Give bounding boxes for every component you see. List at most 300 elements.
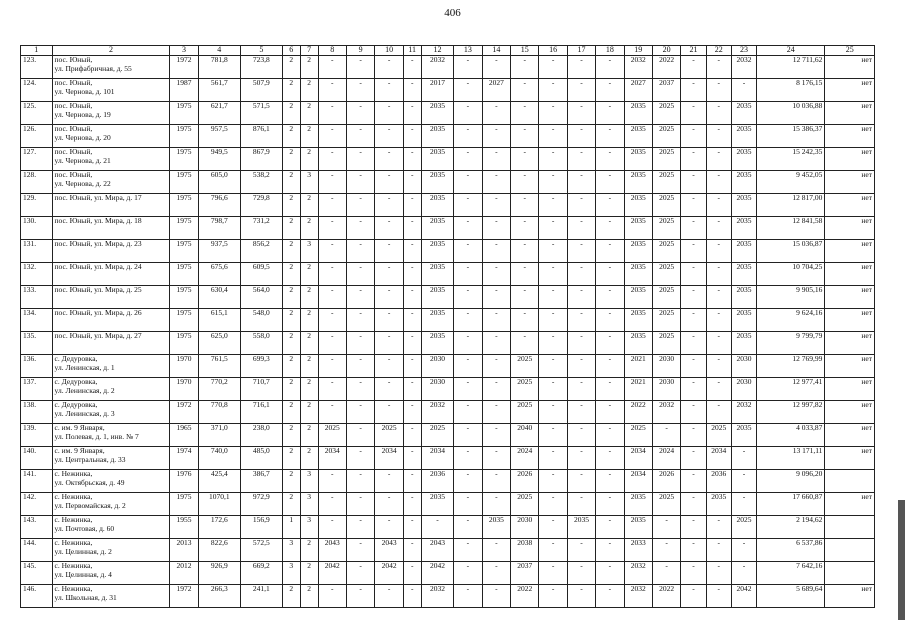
table-cell: - (454, 217, 482, 240)
table-cell: - (482, 539, 510, 562)
column-number: 11 (403, 46, 421, 56)
table-cell: - (596, 286, 624, 309)
table-cell: - (567, 56, 595, 79)
table-cell: 2021 (624, 378, 652, 401)
table-row (21, 562, 875, 585)
table-cell: - (539, 355, 567, 378)
table-cell: 949,5 (198, 148, 240, 171)
table-cell: - (346, 263, 374, 286)
address-cell: с. им. 9 Января, ул. Полевая, д. 1, инв. № 7 (52, 424, 170, 447)
table-cell: 2035 (731, 309, 756, 332)
table-cell: - (706, 401, 731, 424)
table-cell: - (403, 447, 421, 470)
table-cell: - (681, 424, 706, 447)
table-cell: - (318, 401, 346, 424)
status-cell: нет (825, 194, 875, 217)
table-cell: - (681, 401, 706, 424)
table-cell: - (318, 194, 346, 217)
column-number: 16 (539, 46, 567, 56)
table-cell: - (681, 217, 706, 240)
table-cell: 2032 (652, 401, 680, 424)
table-cell: 558,0 (240, 332, 282, 355)
table-cell: - (706, 148, 731, 171)
table-cell: 572,5 (240, 539, 282, 562)
table-cell: - (318, 516, 346, 539)
table-cell: 1974 (170, 447, 198, 470)
table-cell: - (567, 562, 595, 585)
table-cell: - (681, 585, 706, 608)
table-cell: - (454, 125, 482, 148)
column-number: 18 (596, 46, 624, 56)
table-cell: 2025 (624, 424, 652, 447)
table-cell: 2 (282, 217, 300, 240)
table-cell: - (318, 470, 346, 493)
table-cell: - (681, 447, 706, 470)
table-cell: 2026 (652, 470, 680, 493)
address-cell: пос. Юный, ул. Прифабричная, д. 55 (52, 56, 170, 79)
table-cell: - (403, 286, 421, 309)
table-cell: 2 (282, 263, 300, 286)
table-cell: 2027 (482, 79, 510, 102)
table-cell: 2 (282, 286, 300, 309)
table-cell: - (681, 263, 706, 286)
status-cell (825, 539, 875, 562)
row-number-cell: 146. (21, 585, 53, 608)
table-cell: - (482, 286, 510, 309)
table-cell: 2021 (624, 355, 652, 378)
table-cell: 2 (300, 309, 318, 332)
table-cell: 2025 (375, 424, 403, 447)
table-cell: 1987 (170, 79, 198, 102)
table-cell: - (346, 516, 374, 539)
cost-cell: 12 711,62 (757, 56, 825, 79)
table-cell: - (482, 562, 510, 585)
table-cell: 2035 (624, 194, 652, 217)
table-cell: 2 (300, 355, 318, 378)
table-cell: 2035 (421, 148, 454, 171)
table-cell: - (403, 493, 421, 516)
table-cell: - (375, 56, 403, 79)
table-cell: 856,2 (240, 240, 282, 263)
table-cell: 2 (300, 286, 318, 309)
table-cell: 1 (282, 516, 300, 539)
table-cell: 2032 (731, 401, 756, 424)
status-cell: нет (825, 447, 875, 470)
table-cell: 2034 (624, 470, 652, 493)
table-cell: 2035 (624, 516, 652, 539)
status-cell: нет (825, 309, 875, 332)
table-cell: 625,0 (198, 332, 240, 355)
address-cell: пос. Юный, ул. Мира, д. 24 (52, 263, 170, 286)
table-cell: - (346, 562, 374, 585)
table-cell: - (375, 79, 403, 102)
table-cell: - (681, 378, 706, 401)
table-cell: - (652, 562, 680, 585)
table-cell: 3 (300, 516, 318, 539)
table-cell: - (482, 171, 510, 194)
row-number-cell: 132. (21, 263, 53, 286)
table-cell: 2030 (731, 355, 756, 378)
table-cell: - (482, 102, 510, 125)
table-cell: 2034 (421, 447, 454, 470)
table-cell: 822,6 (198, 539, 240, 562)
table-cell: - (706, 562, 731, 585)
table-cell: - (346, 194, 374, 217)
table-cell: - (403, 401, 421, 424)
table-cell: - (567, 263, 595, 286)
column-number-row (21, 46, 875, 56)
table-cell: - (681, 148, 706, 171)
table-row (21, 585, 875, 608)
table-cell: 386,7 (240, 470, 282, 493)
table-row (21, 286, 875, 309)
table-cell: 2 (300, 194, 318, 217)
table-cell: - (346, 585, 374, 608)
table-cell: - (596, 194, 624, 217)
table-cell: - (539, 424, 567, 447)
table-cell: 2035 (421, 263, 454, 286)
table-cell: 238,0 (240, 424, 282, 447)
table-cell: 615,1 (198, 309, 240, 332)
table-cell: 2035 (731, 148, 756, 171)
table-cell: - (681, 286, 706, 309)
table-cell: - (346, 470, 374, 493)
address-cell: с. им. 9 Января, ул. Центральная, д. 33 (52, 447, 170, 470)
table-cell: 1976 (170, 470, 198, 493)
table-cell: - (346, 493, 374, 516)
table-cell: - (454, 562, 482, 585)
table-cell: - (346, 355, 374, 378)
column-number: 6 (282, 46, 300, 56)
table-cell: - (567, 493, 595, 516)
table-cell: 2 (300, 56, 318, 79)
table-row (21, 79, 875, 102)
table-cell: - (539, 102, 567, 125)
table-cell: 2 (282, 148, 300, 171)
table-cell: - (539, 332, 567, 355)
table-cell: 2 (282, 332, 300, 355)
table-row (21, 194, 875, 217)
table-cell: 699,3 (240, 355, 282, 378)
table-cell: - (454, 516, 482, 539)
table-cell: 2035 (731, 240, 756, 263)
table-cell: - (318, 585, 346, 608)
table-cell: 2035 (624, 125, 652, 148)
table-cell: 2032 (624, 585, 652, 608)
table-cell: - (567, 79, 595, 102)
table-cell: - (318, 263, 346, 286)
table-cell: - (596, 332, 624, 355)
row-number-cell: 126. (21, 125, 53, 148)
cost-cell: 12 817,00 (757, 194, 825, 217)
row-number-cell: 124. (21, 79, 53, 102)
address-cell: пос. Юный, ул. Чернова, д. 20 (52, 125, 170, 148)
table-cell: - (482, 355, 510, 378)
address-cell: с. Нежинка, ул. Октябрьская, д. 49 (52, 470, 170, 493)
table-cell: 2025 (421, 424, 454, 447)
table-cell: - (539, 217, 567, 240)
table-cell: - (482, 217, 510, 240)
table-row (21, 217, 875, 240)
table-cell: - (482, 309, 510, 332)
table-cell: - (403, 332, 421, 355)
cost-cell: 9 799,79 (757, 332, 825, 355)
table-cell: 2025 (652, 286, 680, 309)
cost-cell: 7 642,16 (757, 562, 825, 585)
row-number-cell: 144. (21, 539, 53, 562)
table-cell: - (596, 102, 624, 125)
table-row (21, 378, 875, 401)
table-cell: 2035 (624, 493, 652, 516)
table-cell: 2043 (421, 539, 454, 562)
cost-cell: 12 977,41 (757, 378, 825, 401)
table-cell: - (346, 56, 374, 79)
table-cell: 156,9 (240, 516, 282, 539)
table-cell: 2035 (421, 240, 454, 263)
address-cell: пос. Юный, ул. Мира, д. 25 (52, 286, 170, 309)
table-cell: - (511, 286, 539, 309)
table-cell: 2032 (731, 56, 756, 79)
table-cell: 2025 (652, 332, 680, 355)
table-cell: 1975 (170, 194, 198, 217)
table-cell: - (318, 102, 346, 125)
table-cell: - (681, 102, 706, 125)
table-cell: - (596, 424, 624, 447)
table-cell: 770,2 (198, 378, 240, 401)
table-cell: 2034 (706, 447, 731, 470)
table-cell: 1975 (170, 171, 198, 194)
table-cell: 2025 (318, 424, 346, 447)
table-cell: - (539, 585, 567, 608)
table-cell: 2035 (624, 102, 652, 125)
table-cell: - (454, 539, 482, 562)
table-cell: 2 (300, 424, 318, 447)
table-cell: - (681, 355, 706, 378)
table-cell: - (681, 79, 706, 102)
table-cell: 2 (282, 378, 300, 401)
table-cell: 723,8 (240, 56, 282, 79)
table-cell: - (482, 493, 510, 516)
table-cell: 798,7 (198, 217, 240, 240)
table-cell: 2035 (421, 125, 454, 148)
row-number-cell: 145. (21, 562, 53, 585)
table-cell: - (346, 217, 374, 240)
table-cell: 1975 (170, 240, 198, 263)
table-row (21, 470, 875, 493)
table-cell: - (567, 194, 595, 217)
cost-cell: 9 905,16 (757, 286, 825, 309)
cost-cell: 15 242,35 (757, 148, 825, 171)
table-cell: 2032 (421, 585, 454, 608)
column-number: 17 (567, 46, 595, 56)
table-cell: 2024 (652, 447, 680, 470)
table-row (21, 240, 875, 263)
table-cell: 2026 (511, 470, 539, 493)
table-cell: - (318, 378, 346, 401)
table-cell: - (706, 286, 731, 309)
table-cell: - (596, 516, 624, 539)
address-cell: с. Нежинка, ул. Почтовая, д. 60 (52, 516, 170, 539)
table-cell: 1970 (170, 378, 198, 401)
table-row (21, 148, 875, 171)
table-cell: - (539, 286, 567, 309)
table-cell: - (482, 447, 510, 470)
table-cell: 3 (300, 493, 318, 516)
table-cell: - (511, 171, 539, 194)
table-cell: - (318, 493, 346, 516)
row-number-cell: 141. (21, 470, 53, 493)
table-cell: 1975 (170, 217, 198, 240)
table-cell: 675,6 (198, 263, 240, 286)
table-cell: - (681, 309, 706, 332)
table-cell: - (706, 56, 731, 79)
table-cell: - (403, 171, 421, 194)
cost-cell: 12 841,58 (757, 217, 825, 240)
table-cell: 2025 (652, 309, 680, 332)
table-cell: 2025 (652, 217, 680, 240)
row-number-cell: 135. (21, 332, 53, 355)
table-cell: 2 (300, 378, 318, 401)
table-cell: 2042 (731, 585, 756, 608)
table-cell: - (511, 194, 539, 217)
table-cell: - (596, 240, 624, 263)
table-cell: - (539, 194, 567, 217)
cost-cell: 15 386,37 (757, 125, 825, 148)
table-cell: 2030 (652, 355, 680, 378)
table-cell: 2 (300, 148, 318, 171)
table-cell: 2032 (624, 562, 652, 585)
table-cell: 2 (282, 424, 300, 447)
cost-cell: 13 171,11 (757, 447, 825, 470)
column-number: 21 (681, 46, 706, 56)
table-cell: 2 (300, 332, 318, 355)
table-cell: - (731, 470, 756, 493)
cost-cell: 2 194,62 (757, 516, 825, 539)
status-cell: нет (825, 125, 875, 148)
row-number-cell: 129. (21, 194, 53, 217)
column-number: 4 (198, 46, 240, 56)
column-number: 10 (375, 46, 403, 56)
table-cell: - (403, 424, 421, 447)
housing-register-table (20, 45, 875, 608)
table-cell: - (375, 171, 403, 194)
table-cell: - (511, 148, 539, 171)
table-cell: - (706, 263, 731, 286)
table-cell: 2 (282, 447, 300, 470)
column-number: 3 (170, 46, 198, 56)
table-cell: - (346, 125, 374, 148)
cost-cell: 9 452,05 (757, 171, 825, 194)
table-cell: - (596, 263, 624, 286)
table-cell: - (421, 516, 454, 539)
table-cell: 241,1 (240, 585, 282, 608)
table-cell: - (596, 355, 624, 378)
table-row (21, 125, 875, 148)
table-cell: 937,5 (198, 240, 240, 263)
table-cell: 485,0 (240, 447, 282, 470)
table-cell: - (567, 539, 595, 562)
table-cell: - (596, 148, 624, 171)
cost-cell: 15 036,87 (757, 240, 825, 263)
table-cell: 630,4 (198, 286, 240, 309)
table-row (21, 56, 875, 79)
table-cell: - (706, 516, 731, 539)
table-cell: 2024 (511, 447, 539, 470)
table-cell: - (567, 355, 595, 378)
table-cell: - (482, 378, 510, 401)
table-cell: 2035 (624, 217, 652, 240)
table-cell: - (681, 56, 706, 79)
table-cell: - (567, 585, 595, 608)
table-cell: - (482, 194, 510, 217)
column-number: 15 (511, 46, 539, 56)
table-cell: - (596, 539, 624, 562)
row-number-cell: 133. (21, 286, 53, 309)
column-number: 25 (825, 46, 875, 56)
table-cell: 2 (282, 56, 300, 79)
table-cell: - (482, 332, 510, 355)
table-cell: - (511, 125, 539, 148)
table-row (21, 447, 875, 470)
column-number: 19 (624, 46, 652, 56)
table-cell: - (539, 263, 567, 286)
status-cell: нет (825, 56, 875, 79)
table-cell: 2025 (652, 102, 680, 125)
table-row (21, 493, 875, 516)
table-cell: - (511, 56, 539, 79)
table-cell: - (346, 240, 374, 263)
table-cell: - (403, 585, 421, 608)
table-cell: 2025 (511, 378, 539, 401)
table-cell: - (454, 332, 482, 355)
table-cell: - (681, 493, 706, 516)
address-cell: с. Нежинка, ул. Целинная, д. 2 (52, 539, 170, 562)
table-cell: 3 (282, 562, 300, 585)
cost-cell: 9 096,20 (757, 470, 825, 493)
table-cell: - (375, 102, 403, 125)
address-cell: пос. Юный, ул. Мира, д. 27 (52, 332, 170, 355)
cost-cell: 8 176,15 (757, 79, 825, 102)
table-cell: 2042 (375, 562, 403, 585)
table-cell: - (318, 79, 346, 102)
table-cell: - (567, 378, 595, 401)
table-cell: - (482, 148, 510, 171)
table-cell: 2025 (511, 493, 539, 516)
table-cell: - (567, 102, 595, 125)
table-cell: - (346, 79, 374, 102)
table-cell: 564,0 (240, 286, 282, 309)
table-cell: - (375, 309, 403, 332)
table-cell: 2035 (731, 286, 756, 309)
table-cell: - (346, 424, 374, 447)
table-cell: 926,9 (198, 562, 240, 585)
table-cell: 2035 (482, 516, 510, 539)
table-row (21, 263, 875, 286)
table-cell: - (375, 378, 403, 401)
row-number-cell: 131. (21, 240, 53, 263)
table-cell: - (375, 355, 403, 378)
table-cell: - (539, 148, 567, 171)
cost-cell: 9 624,16 (757, 309, 825, 332)
table-cell: 2022 (652, 585, 680, 608)
row-number-cell: 137. (21, 378, 53, 401)
table-cell: - (454, 148, 482, 171)
table-cell: - (567, 240, 595, 263)
table-cell: 2 (282, 493, 300, 516)
table-cell: 2035 (624, 171, 652, 194)
table-cell: 796,6 (198, 194, 240, 217)
table-cell: - (482, 401, 510, 424)
